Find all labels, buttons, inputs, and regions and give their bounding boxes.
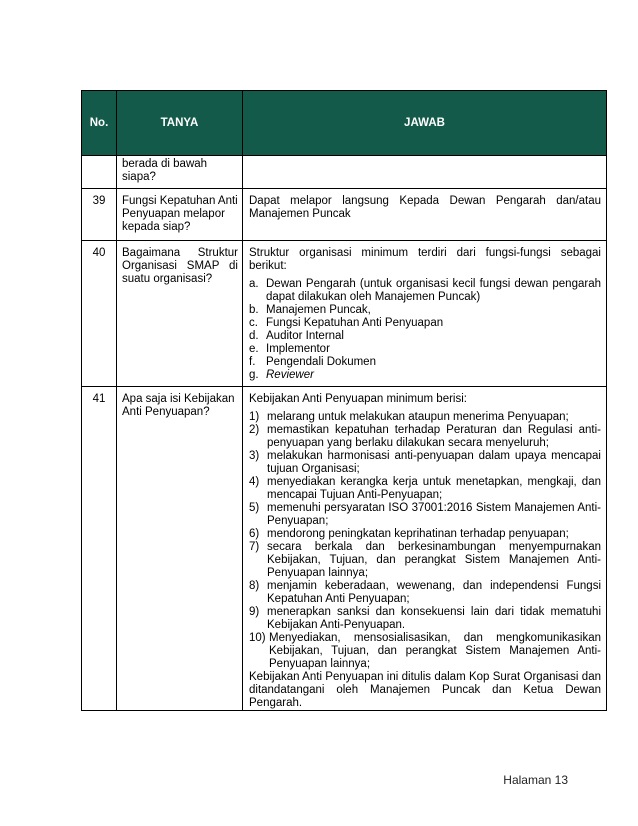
list-item: 9) menerapkan sanksi dan konsekuensi lain dari tidak mematuhi Kebijakan Anti-Penyuapan. bbox=[249, 606, 601, 631]
header-tanya: TANYA bbox=[117, 91, 243, 156]
answer-intro: Kebijakan Anti Penyuapan minimum berisi: bbox=[249, 393, 467, 405]
table-row-40 bbox=[82, 241, 607, 387]
row-number: 39 bbox=[82, 189, 117, 241]
answer-list bbox=[249, 278, 601, 382]
list-item: 2) memastikan kepatuhan terhadap Peraturan dan Regulasi anti-penyuapan yang berlaku dilakukan secara menyeluruh; bbox=[249, 424, 601, 449]
table-row-39 bbox=[82, 189, 607, 241]
page-number: Halaman 13 bbox=[503, 773, 568, 787]
row-answer bbox=[243, 241, 607, 387]
row-answer bbox=[243, 387, 607, 711]
row-question: Fungsi Kepatuhan Anti Penyuapan melapor kepada siap? bbox=[117, 189, 243, 241]
header-jawab: JAWAB bbox=[243, 91, 607, 156]
continuation-no bbox=[82, 156, 117, 189]
list-item: 8) menjamin keberadaan, wewenang, dan independensi Fungsi Kepatuhan Anti Penyuapan; bbox=[249, 580, 601, 605]
table-row-41 bbox=[82, 387, 607, 711]
list-item: 5) memenuhi persyaratan ISO 37001:2016 Sistem Manajemen Anti-Penyuapan; bbox=[249, 502, 601, 527]
table-row-continuation bbox=[82, 156, 607, 189]
list-item: 6) mendorong peningkatan keprihatinan terhadap penyuapan; bbox=[249, 528, 569, 540]
list-item: c. Fungsi Kepatuhan Anti Penyuapan bbox=[249, 317, 444, 329]
row-question: Bagaimana Struktur Organisasi SMAP di suatu organisasi? bbox=[117, 241, 243, 387]
list-item: a. Dewan Pengarah (untuk organisasi kecil fungsi dewan pengarah dapat dilakukan oleh Manajemen Puncak) bbox=[249, 278, 601, 303]
list-item: 10) Menyediakan, mensosialisasikan, dan mengkomunikasikan Kebijakan, Tujuan, dan perangkat Sistem Manajemen Anti-Penyuapan lainnya; bbox=[249, 632, 601, 670]
row-answer: Dapat melapor langsung Kepada Dewan Pengarah dan/atau Manajemen Puncak bbox=[243, 189, 607, 241]
list-item: b. Manajemen Puncak, bbox=[249, 304, 371, 316]
list-item: f. Pengendali Dokumen bbox=[249, 356, 376, 368]
row-number: 40 bbox=[82, 241, 117, 387]
list-item: g. Reviewer bbox=[249, 369, 314, 381]
list-item: 7) secara berkala dan berkesinambungan menyempurnakan Kebijakan, Tujuan, dan perangkat Sistem Manajemen Anti-Penyuapan lainnya; bbox=[249, 541, 601, 579]
answer-list bbox=[249, 411, 601, 671]
header-no: No. bbox=[82, 91, 117, 156]
table-header-row bbox=[82, 91, 607, 156]
list-item: 3) melakukan harmonisasi anti-penyuapan dalam upaya mencapai tujuan Organisasi; bbox=[249, 450, 601, 475]
list-item: 4) menyediakan kerangka kerja untuk menetapkan, mengkaji, dan mencapai Tujuan Anti-Penyuapan; bbox=[249, 476, 601, 501]
list-item: d. Auditor Internal bbox=[249, 330, 344, 342]
answer-outro: Kebijakan Anti Penyuapan ini ditulis dalam Kop Surat Organisasi dan ditandatangani oleh Manajemen Puncak dan Ketua Dewan Pengarah. bbox=[249, 671, 601, 709]
list-item: e. Implementor bbox=[249, 343, 330, 355]
row-question: Apa saja isi Kebijakan Anti Penyuapan? bbox=[117, 387, 243, 711]
continuation-question: berada di bawah siapa? bbox=[117, 156, 243, 189]
qa-table bbox=[81, 90, 607, 711]
answer-intro: Struktur organisasi minimum terdiri dari fungsi-fungsi sebagai berikut: bbox=[249, 247, 601, 272]
list-item: 1) melarang untuk melakukan ataupun menerima Penyuapan; bbox=[249, 411, 569, 423]
row-number: 41 bbox=[82, 387, 117, 711]
continuation-answer bbox=[243, 156, 607, 189]
